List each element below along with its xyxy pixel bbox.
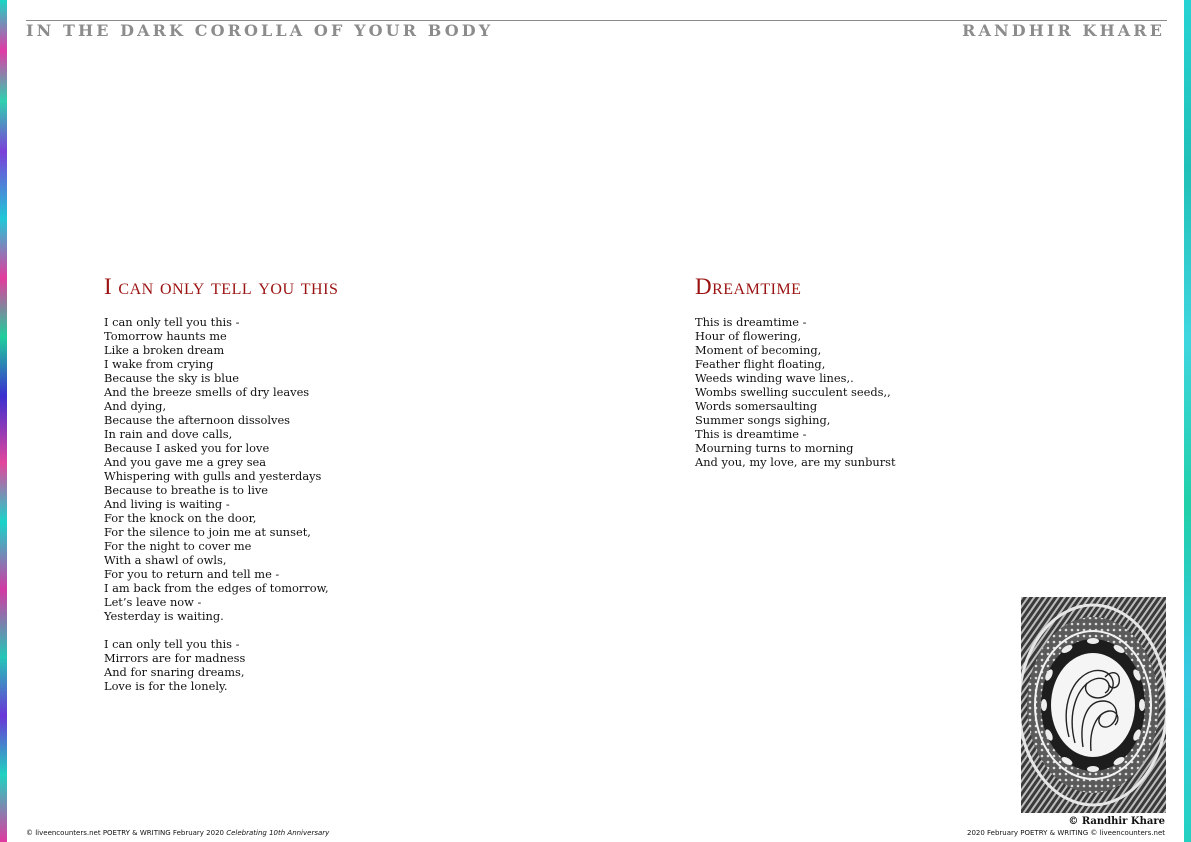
poem-line: Because to breathe is to live [104, 483, 269, 497]
poem-line: Mirrors are for madness [104, 651, 246, 665]
poem-line: And living is waiting - [104, 497, 230, 511]
poem-line: And for snaring dreams, [104, 665, 245, 679]
poem-line: Yesterday is waiting. [104, 609, 224, 623]
poem-line: Because the sky is blue [104, 371, 240, 385]
poem-stanza [104, 315, 329, 623]
poem-line: Let’s leave now - [104, 595, 202, 609]
poem-line: I can only tell you this - [104, 315, 240, 329]
poem-line: In rain and dove calls, [104, 427, 233, 441]
poem-line: And dying, [104, 399, 167, 413]
poem-stanza [104, 637, 329, 693]
poem-line: And the breeze smells of dry leaves [104, 385, 310, 399]
poem-line: Because the afternoon dissolves [104, 413, 291, 427]
poem-line: Hour of flowering, [695, 329, 802, 343]
footer-left-anniversary: Celebrating 10th Anniversary [226, 829, 330, 837]
poem-title: Dreamtime [695, 274, 802, 299]
poem-body [695, 315, 896, 469]
poem-line: This is dreamtime - [695, 315, 807, 329]
poem-body [104, 315, 329, 693]
running-header-title: IN THE DARK COROLLA OF YOUR BODY [26, 21, 494, 40]
poem-line: Summer songs sighing, [695, 413, 831, 427]
poem-line: Like a broken dream [104, 343, 225, 357]
decorative-right-edge [1184, 0, 1191, 842]
poem-line: For the silence to join me at sunset, [104, 525, 311, 539]
poem-line: Feather flight floating, [695, 357, 826, 371]
poem-line: This is dreamtime - [695, 427, 807, 441]
poem-line: Whispering with gulls and yesterdays [104, 469, 322, 483]
poem-line: For the knock on the door, [104, 511, 257, 525]
poem-line: Mourning turns to morning [695, 441, 854, 455]
poem-line: Wombs swelling succulent seeds,, [695, 385, 891, 399]
poem-stanza [695, 315, 896, 469]
artwork-image [1021, 597, 1166, 813]
poem-line: For the night to cover me [104, 539, 252, 553]
poem-line: With a shawl of owls, [104, 553, 227, 567]
poem-line: I wake from crying [104, 357, 214, 371]
poem-line: And you, my love, are my sunburst [695, 455, 896, 469]
poem-line: Love is for the lonely. [104, 679, 228, 693]
running-header-author: RANDHIR KHARE [962, 21, 1165, 40]
poem-line: And you gave me a grey sea [104, 455, 267, 469]
artwork-credit: © Randhir Khare [1068, 816, 1165, 827]
poem-line: Tomorrow haunts me [104, 329, 227, 343]
footer-right: 2020 February POETRY & WRITING © liveencounters.net [967, 829, 1165, 837]
poem-line: Weeds winding wave lines,. [695, 371, 854, 385]
poem-line: I am back from the edges of tomorrow, [104, 581, 329, 595]
poem-line: I can only tell you this - [104, 637, 240, 651]
poem-line: Because I asked you for love [104, 441, 270, 455]
poem-line: Words somersaulting [695, 399, 818, 413]
footer-left [26, 829, 329, 837]
decorative-left-edge [0, 0, 7, 842]
poem-line: Moment of becoming, [695, 343, 822, 357]
poem-title: I can only tell you this [104, 274, 339, 299]
poem-line: For you to return and tell me - [104, 567, 280, 581]
footer-left-main: © liveencounters.net POETRY & WRITING February 2020 [26, 829, 224, 837]
